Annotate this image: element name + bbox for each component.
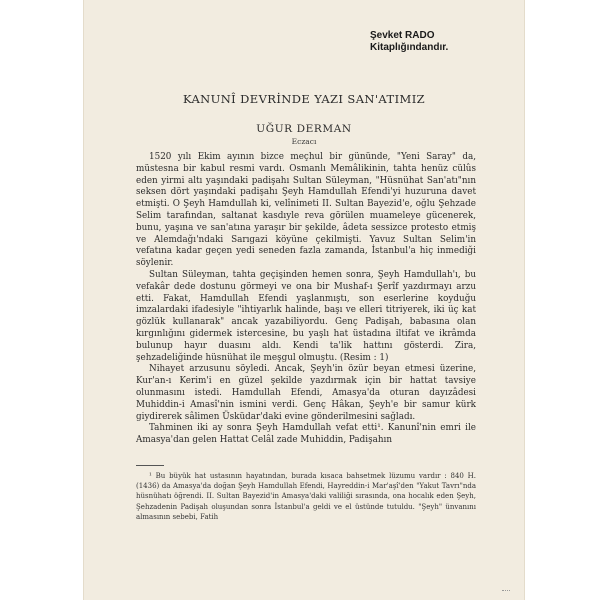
paragraph: 1520 yılı Ekim ayının bizce meçhul bir gününde, "Yeni Saray" da, müstesna bir kabul resmi vardı. Osmanlı Memâlikinin, tahta henüz cülûs eden yirmi altı yaşındaki padişahı Sultan Süleyman, "Hüsnühat San'atı"nın seksen dört yaşındaki padişahı Şeyh Hamdullah Efendi'yi huzuruna davet etmişti. O Şeyh Hamdullah ki, velînimeti II. Sultan Bayezid'e, oğlu Şehzade Selim tarafından, saltanat kasdıyle reva görülen muameleye gücenerek, bunu, yaşına ve san'atına yaraşır bir şekilde, âdeta sessizce protesto etmiş ve Alemdağı'ndaki Sarıgazi köyüne çekilmişti. Yavuz Sultan Selim'in vefatına kadar geçen yedi seneden fazla zamanda, İstanbul'a hiç inmediği söylenir. bbox=[136, 152, 476, 269]
stamp-line-2: Kitaplığındandır. bbox=[370, 42, 449, 53]
author-role: Eczacı bbox=[291, 137, 317, 146]
book-page bbox=[84, 0, 524, 600]
paragraph: Nihayet arzusunu söyledi. Ancak, Şeyh'in özür beyan etmesi üzerine, Kur'an-ı Kerim'i en güzel şekilde yazdırmak için bir hattat tavsiye olunmasını istedi. Hamdullah Efendi, Amasya'da oturan dayızâdesi Muhiddin-i Amasî'nin ismini verdi. Genç Hâkan, Şeyh'e bir samur kürk giydirerek sâlimen Üsküdar'daki evine gönderilmesini sağladı. bbox=[136, 364, 476, 422]
footnote-divider bbox=[136, 465, 164, 466]
paragraph: Sultan Süleyman, tahta geçişinden hemen sonra, Şeyh Hamdullah'ı, bu vefakâr dede dostunu görmeyi ve ona bir Mushaf-ı Şerîf yazdırmayı arzu etti. Fakat, Hamdullah Efendi yaşlanmıştı, son eserlerine koyduğu imzalardaki ifadesiyle "ihtiyarlık halinde, başı ve elleri titriyerek, iki üç kat gözlük kullanarak" ancak yazabiliyordu. Genç Padişah, babasına olan kırgınlığını gidermek istercesine, bu yaşlı hat üstadına iltifat ve ikrâmda bulunup hayır duasını aldı. Kendi ta'lik hattını gösterdi. Zira, şehzadeliğinde hüsnühat ile meşgul olmuştu. (Resim : 1) bbox=[136, 269, 476, 363]
footnote bbox=[136, 471, 476, 522]
article-author: UĞUR DERMAN bbox=[256, 123, 352, 135]
article-body bbox=[136, 152, 476, 447]
footnote-text: ¹ Bu büyük hat ustasının hayatından, burada kısaca bahsetmek lüzumu vardır : 840 H. (1436) da Amasya'da doğan Şeyh Hamdullah Efendi, Hayreddin-i Mar'aşî'den "Yakut Tavrı"nda hüsnühatı öğrendi. II. Sultan Bayezid'in Amasya'daki valiliği sırasında, ona hocalık eden Şeyh, Şehzadenin Padişah oluşundan sonra İstanbul'a geldi ve el üstünde tutuldu. "Şeyh" ünvanını almasının sebebi, Fatih bbox=[136, 472, 476, 521]
ownership-stamp bbox=[370, 30, 520, 54]
paragraph: Tahminen iki ay sonra Şeyh Hamdullah vefat etti¹. Kanunî'nin emri ile Amasya'dan gelen Hattat Celâl zade Muhiddin, Padişahın bbox=[136, 423, 476, 446]
page-edge-mark bbox=[502, 590, 510, 591]
article-title: KANUNÎ DEVRİNDE YAZI SAN'ATIMIZ bbox=[182, 92, 426, 106]
stamp-line-1: Şevket RADO bbox=[370, 30, 435, 41]
